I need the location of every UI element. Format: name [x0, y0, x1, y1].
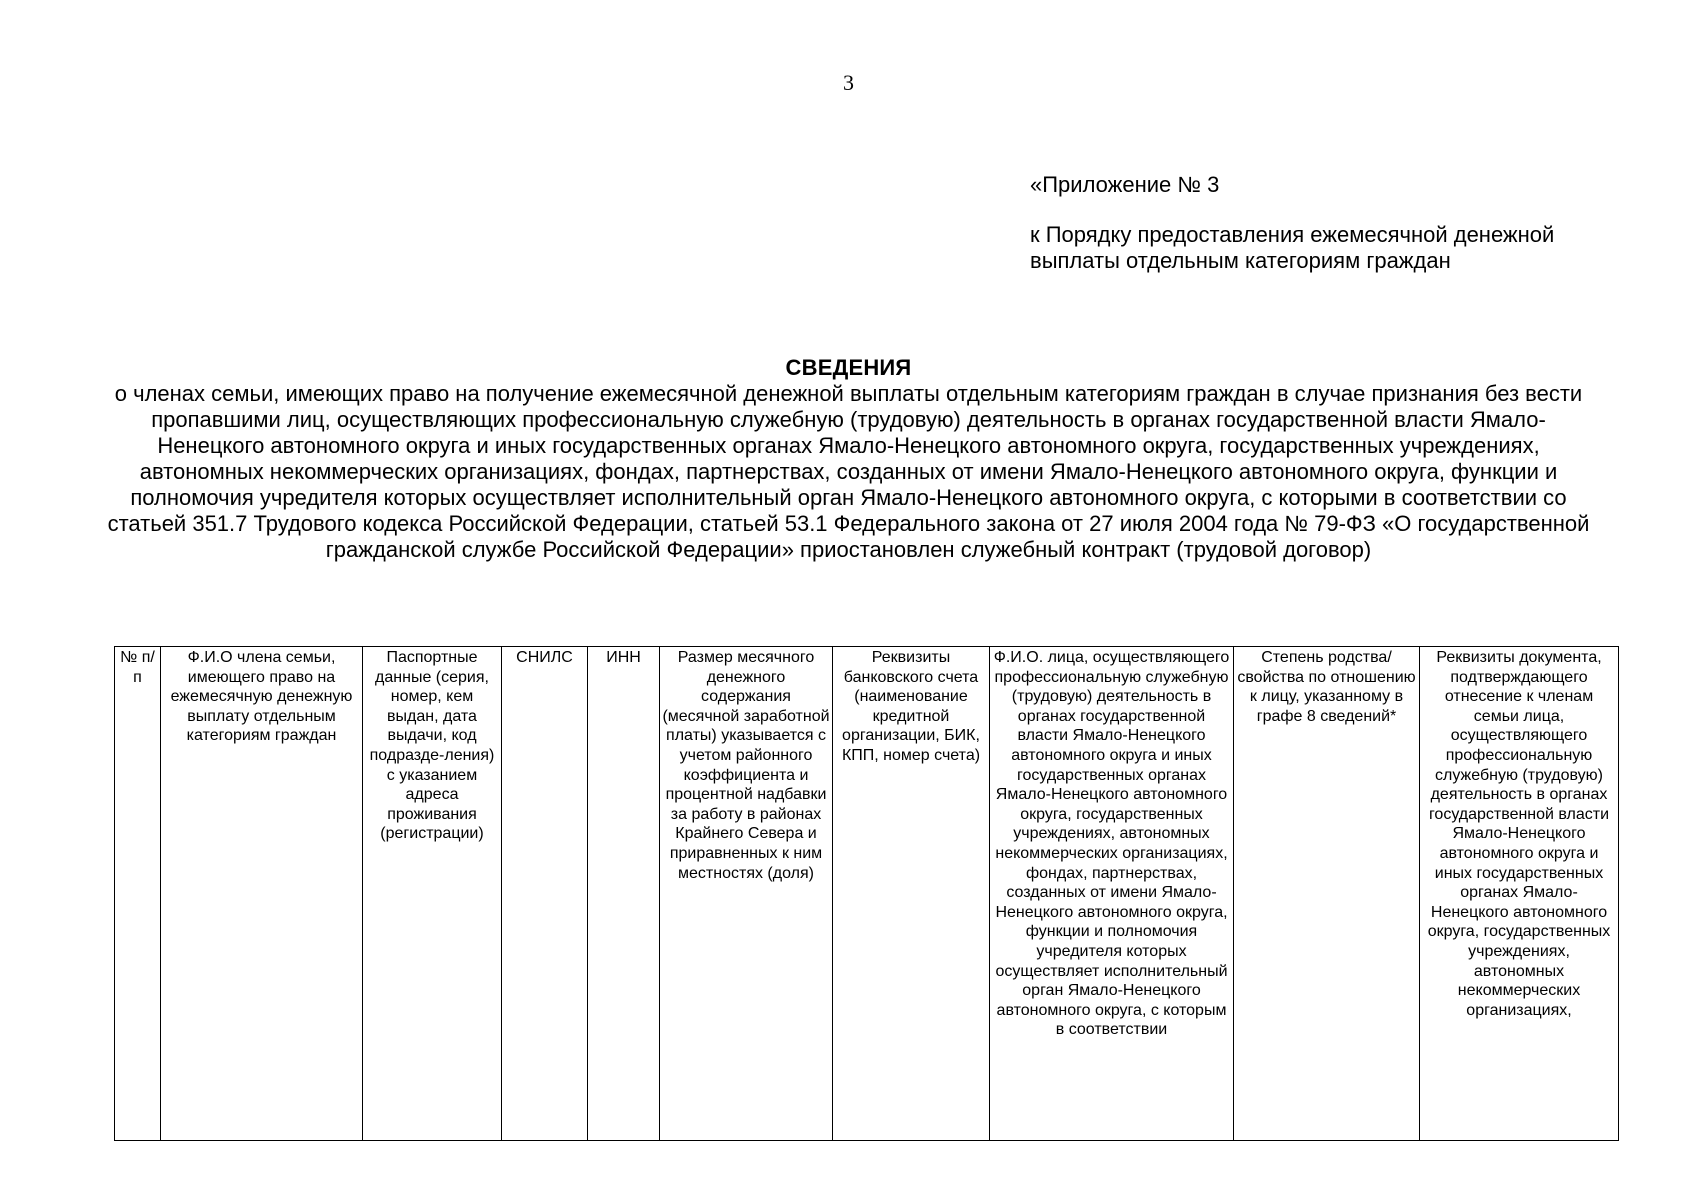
appendix-title: «Приложение № 3: [1030, 172, 1220, 197]
column-header-passport-data: Паспортные данные (серия, номер, кем выдан, дата выдачи, код подразде-ления) с указанием адреса проживания (регистрации): [363, 647, 502, 1141]
document-title: СВЕДЕНИЯ: [785, 355, 912, 380]
document-subtitle: о членах семьи, имеющих право на получение ежемесячной денежной выплаты отдельным категориям граждан в случае признания без вести пропавшими лиц, осуществляющих профессиональную служебную (трудовую) деятельность в органах государственной власти Ямало-Ненецкого автономного округа и иных государственных органах Ямало-Ненецкого автономного округа, государственных учреждениях, автономных некоммерческих организациях, фондах, партнерствах, созданных от имени Ямало-Ненецкого автономного округа, функции и полномочия учредителя которых осуществляет исполнительный орган Ямало-Ненецкого автономного округа, с которыми в соответствии со статьей 351.7 Трудового кодекса Российской Федерации, статьей 53.1 Федерального закона от 27 июля 2004 года № 79-ФЗ «О государственной гражданской службе Российской Федерации» приостановлен служебный контракт (трудовой договор): [107, 381, 1590, 562]
column-header-number: № п/п: [115, 647, 161, 1141]
column-header-family-member-name: Ф.И.О члена семьи, имеющего право на ежемесячную денежную выплату отдельным категориям граждан: [161, 647, 363, 1141]
information-table: [114, 646, 1619, 1141]
column-header-kinship-degree: Степень родства/свойства по отношению к лицу, указанному в графе 8 сведений*: [1234, 647, 1420, 1141]
appendix-reference: к Порядку предоставления ежемесячной денежной выплаты отдельным категориям граждан: [1030, 222, 1555, 273]
column-header-bank-details: Реквизиты банковского счета (наименование кредитной организации, БИК, КПП, номер счета): [833, 647, 990, 1141]
document-heading: [100, 355, 1597, 563]
column-header-document-details: Реквизиты документа, подтверждающего отнесение к членам семьи лица, осуществляющего профессиональную служебную (трудовую) деятельность в органах государственной власти Ямало-Ненецкого автономного округа и иных государственных органах Ямало-Ненецкого автономного округа, государственных учреждениях, автономных некоммерческих организациях,: [1420, 647, 1619, 1141]
column-header-employee-name: Ф.И.О. лица, осуществляющего профессиональную служебную (трудовую) деятельность в органах государственной власти Ямало-Ненецкого автономного округа и иных государственных органах Ямало-Ненецкого автономного округа, государственных учреждениях, автономных некоммерческих организациях, фондах, партнерствах, созданных от имени Ямало-Ненецкого автономного округа, функции и полномочия учредителя которых осуществляет исполнительный орган Ямало-Ненецкого автономного округа, с которым в соответствии: [990, 647, 1234, 1141]
column-header-monthly-salary: Размер месячного денежного содержания (месячной заработной платы) указывается с учетом районного коэффициента и процентной надбавки за работу в районах Крайнего Севера и приравненных к ним местностях (доля): [660, 647, 833, 1141]
table-header-row: [115, 647, 1619, 1141]
page-number: 3: [843, 70, 854, 95]
column-header-snils: СНИЛС: [502, 647, 588, 1141]
appendix-block: [1030, 172, 1630, 274]
column-header-inn: ИНН: [588, 647, 660, 1141]
